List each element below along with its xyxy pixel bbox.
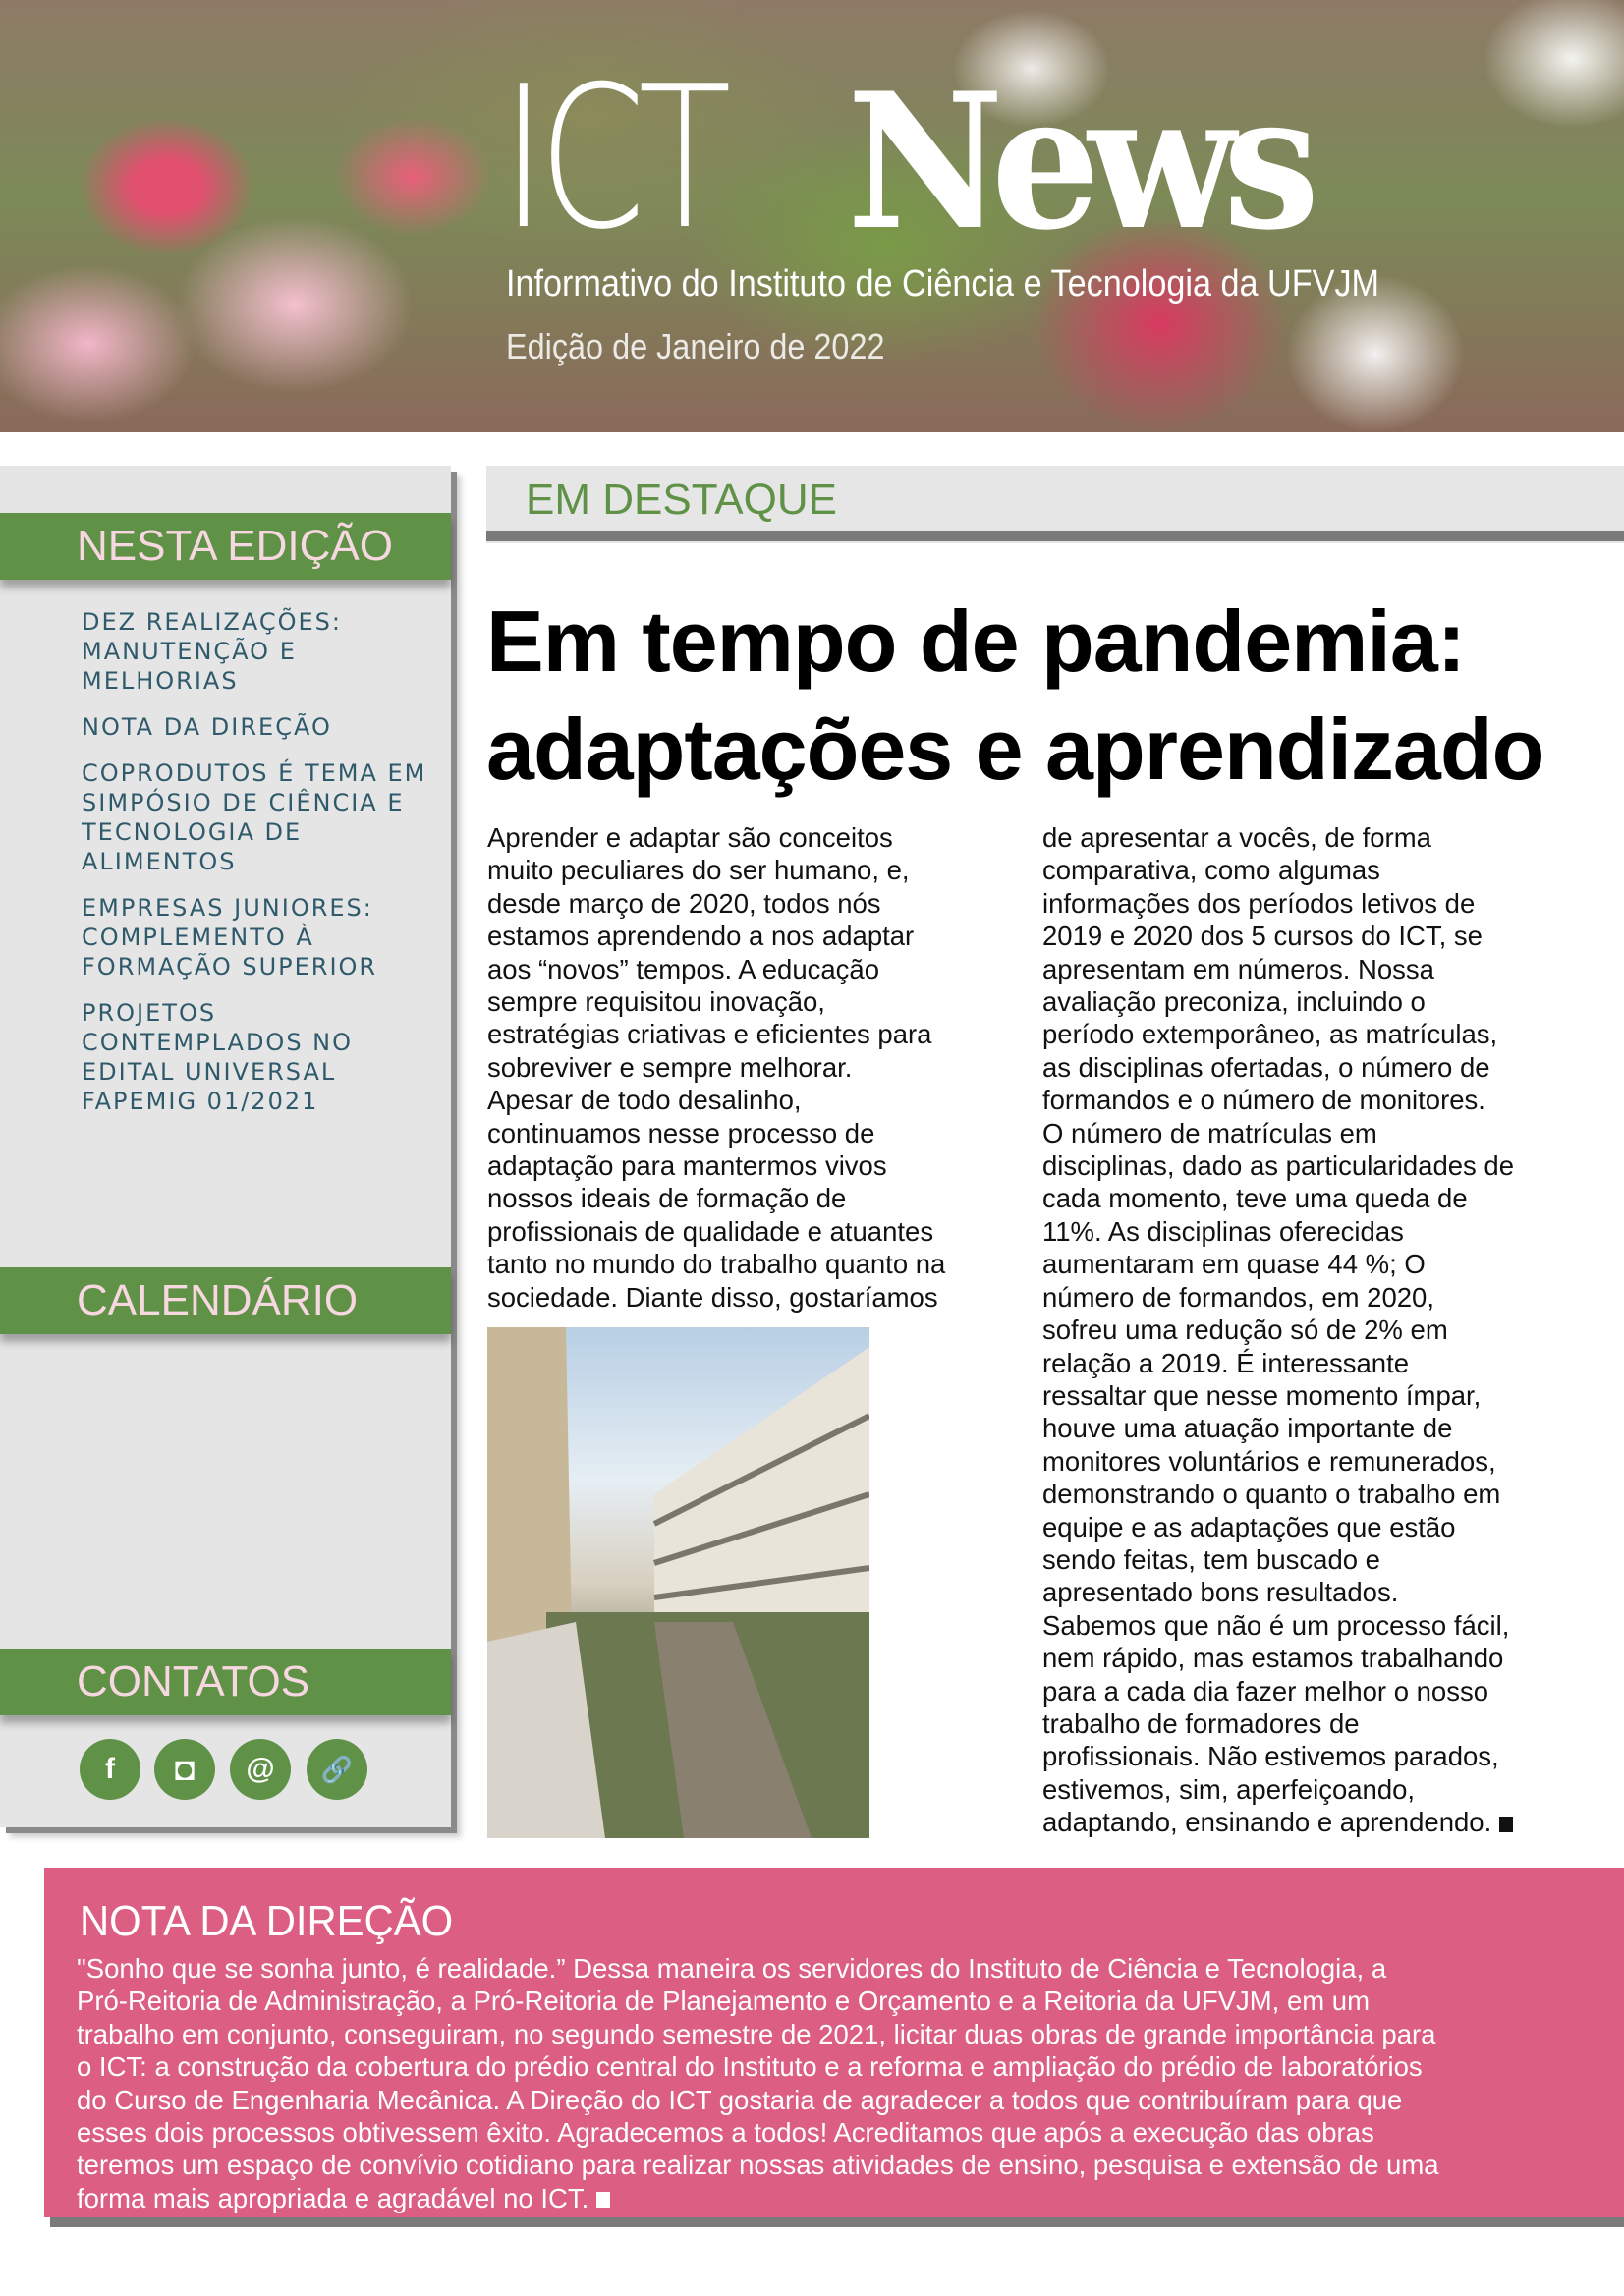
body-line: nossos ideais de formação de (487, 1183, 847, 1214)
body-line: apresentado bons resultados. (1042, 1577, 1399, 1608)
body-line: de apresentar a vocês, de forma (1042, 822, 1431, 853)
contacts-title: CONTATOS (0, 1649, 451, 1715)
toc-item[interactable] (82, 998, 445, 1116)
link-icon[interactable]: 🔗 (307, 1739, 367, 1800)
note-line: Pró-Reitoria de Administração, a Pró-Reitoria de Planejamento e Orçamento e a Reitoria da UFVJM, em um (77, 1986, 1370, 2017)
email-icon[interactable]: @ (230, 1739, 291, 1800)
body-line: sempre requisitou inovação, (487, 986, 825, 1018)
section-label: EM DESTAQUE (526, 476, 838, 524)
toc-title: NESTA EDIÇÃO (0, 513, 451, 580)
body-line: sobreviver e sempre melhorar. (487, 1051, 853, 1083)
article-column-1 (487, 821, 945, 1314)
end-mark-icon (1499, 1817, 1513, 1832)
body-line: ressaltar que nesse momento ímpar, (1042, 1379, 1482, 1411)
toc-item[interactable] (82, 712, 445, 742)
calendar-title: CALENDÁRIO (0, 1267, 451, 1334)
body-line: O número de matrículas em (1042, 1117, 1377, 1148)
body-line: aos “novos” tempos. A educação (487, 953, 879, 984)
body-line: sendo feitas, tem buscado e (1042, 1543, 1380, 1575)
body-line: 11%. As disciplinas oferecidas (1042, 1215, 1404, 1247)
body-line: adaptação para mantermos vivos (487, 1150, 887, 1182)
body-line: equipe e as adaptações que estão (1042, 1511, 1456, 1542)
note-line: do Curso de Engenharia Mecânica. A Direção do ICT gostaria de agradecer a todos que contribuíram para que (77, 2084, 1403, 2115)
body-line: apresentam em números. Nossa (1042, 953, 1434, 984)
note-body (77, 1952, 1439, 2214)
body-line: nem rápido, mas estamos trabalhando (1042, 1643, 1504, 1674)
body-line: profissionais de qualidade e atuantes (487, 1215, 934, 1247)
sidebar (0, 466, 451, 1827)
toc-item[interactable] (82, 893, 445, 981)
logo-news: News (847, 52, 1308, 271)
toc-item-line: PROJETOS (82, 999, 217, 1027)
note-line: o ICT: a construção da cobertura do prédio central do Instituto e a reforma e ampliação do prédio de laboratórios (77, 2051, 1423, 2083)
toc-item-line: EDITAL UNIVERSAL (82, 1058, 337, 1086)
body-line: comparativa, como algumas (1042, 855, 1380, 886)
body-line: Apesar de todo desalinho, (487, 1085, 802, 1116)
toc-item[interactable] (82, 758, 445, 876)
toc-item-line: EMPRESAS JUNIORES: (82, 894, 373, 922)
table-of-contents (82, 607, 445, 1133)
note-line: esses dois processos obtivessem êxito. Agradecemos a todos! Acreditamos que após a execução das obras (77, 2117, 1374, 2149)
section-header-featured (486, 466, 1624, 541)
director-note-box (44, 1868, 1624, 2217)
article-headline (486, 588, 1616, 804)
body-line: trabalho de formadores de (1042, 1708, 1360, 1739)
body-line: 2019 e 2020 dos 5 cursos do ICT, se (1042, 921, 1483, 952)
note-line: "Sonho que se sonha junto, é realidade.” Dessa maneira os servidores do Instituto de Ciência e Tecnologia, a (77, 1953, 1387, 1984)
body-line: adaptando, ensinando e aprendendo. (1042, 1807, 1492, 1838)
note-title: NOTA DA DIREÇÃO (80, 1897, 454, 1945)
note-line: forma mais apropriada e agradável no ICT. (77, 2182, 589, 2213)
body-line: estivemos, sim, aperfeiçoando, (1042, 1773, 1416, 1805)
body-line: monitores voluntários e remunerados, (1042, 1445, 1496, 1477)
body-line: aumentaram em quase 44 %; O (1042, 1249, 1426, 1280)
article-column-2 (1042, 821, 1514, 1839)
edition-date: Edição de Janeiro de 2022 (506, 326, 885, 366)
body-line: estamos aprendendo a nos adaptar (487, 921, 915, 952)
headline-line: Em tempo de pandemia: (486, 592, 1466, 690)
toc-item[interactable] (82, 607, 445, 696)
headline-line: adaptações e aprendizado (486, 700, 1544, 798)
body-line: sofreu uma redução só de 2% em (1042, 1315, 1448, 1346)
body-line: demonstrando o quanto o trabalho em (1042, 1479, 1501, 1510)
body-line: formandos e o número de monitores. (1042, 1085, 1485, 1116)
body-line: informações dos períodos letivos de (1042, 887, 1476, 919)
body-line: para a cada dia fazer melhor o nosso (1042, 1675, 1489, 1707)
body-line: sociedade. Diante disso, gostaríamos (487, 1281, 938, 1313)
toc-item-line: COMPLEMENTO À (82, 924, 314, 951)
body-line: muito peculiares do ser humano, e, (487, 855, 910, 886)
toc-item-line: NOTA DA DIREÇÃO (82, 713, 332, 741)
toc-item-line: COPRODUTOS É TEMA EM (82, 759, 427, 787)
body-line: tanto no mundo do trabalho quanto na (487, 1249, 946, 1280)
toc-item-line: SIMPÓSIO DE CIÊNCIA E (82, 789, 405, 816)
toc-item-line: TECNOLOGIA DE (82, 818, 303, 846)
newsletter-subtitle: Informativo do Instituto de Ciência e Tecnologia da UFVJM (506, 263, 1380, 305)
body-line: profissionais. Não estivemos parados, (1042, 1741, 1499, 1772)
toc-item-line: MELHORIAS (82, 667, 239, 695)
body-line: avaliação preconiza, incluindo o (1042, 986, 1426, 1018)
toc-item-line: ALIMENTOS (82, 848, 237, 875)
body-line: Sabemos que não é um processo fácil, (1042, 1609, 1510, 1641)
body-line: Aprender e adaptar são conceitos (487, 822, 893, 853)
body-line: as disciplinas ofertadas, o número de (1042, 1051, 1490, 1083)
note-line: trabalho em conjunto, conseguiram, no segundo semestre de 2021, licitar duas obras de grande importância para (77, 2018, 1436, 2049)
body-line: houve uma atuação importante de (1042, 1413, 1453, 1444)
toc-item-line: FAPEMIG 01/2021 (82, 1088, 319, 1115)
body-line: relação a 2019. É interessante (1042, 1347, 1410, 1378)
toc-item-line: DEZ REALIZAÇÕES: (82, 608, 342, 636)
logo-ict: ICT (501, 44, 724, 273)
note-line: teremos um espaço de convívio cotidiano para realizar nossas atividades de ensino, pesquisa e extensão de uma (77, 2150, 1439, 2181)
toc-item-line: FORMAÇÃO SUPERIOR (82, 953, 378, 980)
body-line: estratégias criativas e eficientes para (487, 1019, 932, 1050)
toc-item-line: MANUTENÇÃO E (82, 638, 297, 665)
body-line: número de formandos, em 2020, (1042, 1281, 1434, 1313)
facebook-icon[interactable]: f (80, 1739, 140, 1800)
body-line: desde março de 2020, todos nós (487, 887, 881, 919)
body-line: disciplinas, dado as particularidades de (1042, 1150, 1515, 1182)
campus-building-photo (487, 1327, 869, 1838)
body-line: período extemporâneo, as matrículas, (1042, 1019, 1498, 1050)
toc-item-line: CONTEMPLADOS NO (82, 1029, 354, 1056)
end-mark-icon (596, 2192, 610, 2208)
instagram-icon[interactable]: ◘ (154, 1739, 215, 1800)
body-line: continuamos nesse processo de (487, 1117, 875, 1148)
header-banner (0, 0, 1624, 432)
body-line: cada momento, teve uma queda de (1042, 1183, 1468, 1214)
